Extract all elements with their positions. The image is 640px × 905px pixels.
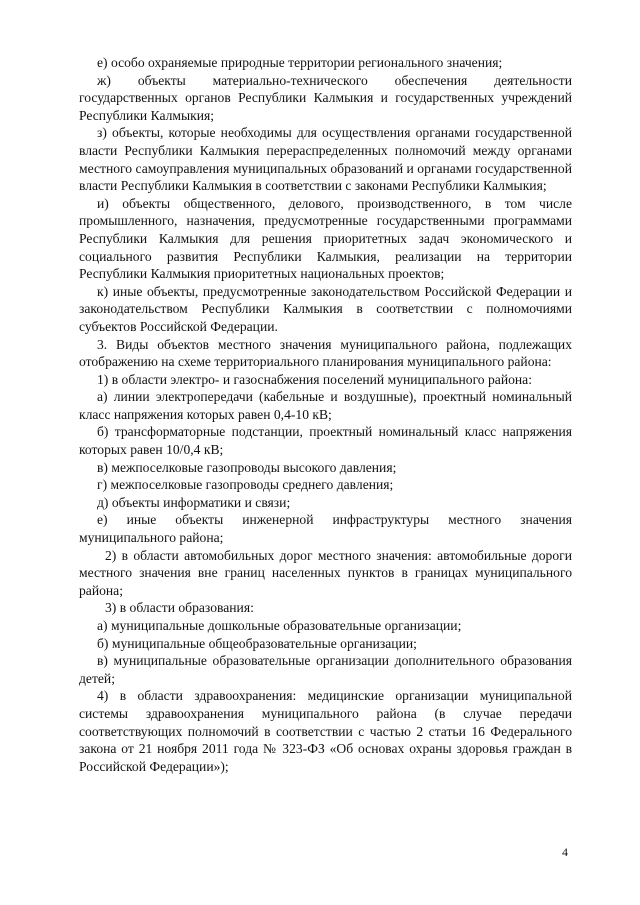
- paragraph-d-informatics: д) объекты информатики и связи;: [97, 494, 291, 510]
- paragraph-3-local-objects: 3. Виды объектов местного значения муниципального района, подлежащих отображению на схеме территориального планирования муниципального района:: [79, 336, 572, 370]
- paragraph-2-roads: 2) в области автомобильных дорог местного значения: автомобильные дороги местного значения вне границ населенных пунктов в границах муниципального района;: [79, 547, 572, 598]
- paragraph-k-other-objects: к) иные объекты, предусмотренные законодательством Российской Федерации и законодательством Республики Калмыкия в соответствии с полномочиями субъектов Российской Федерации.: [79, 283, 572, 334]
- paragraph-b-substations: б) трансформаторные подстанции, проектный номинальный класс напряжения которых равен 10/0,4 кВ;: [79, 424, 572, 458]
- paragraph-1-power-gas: 1) в области электро- и газоснабжения поселений муниципального района:: [97, 371, 532, 387]
- paragraph-v-high-pressure-gas: в) межпоселковые газопроводы высокого давления;: [97, 459, 397, 475]
- document-body: [79, 54, 572, 775]
- paragraph-3-education: 3) в области образования:: [105, 600, 254, 616]
- paragraph-zh-logistics-objects: ж) объекты материально-технического обеспечения деятельности государственных органов Республики Калмыкия и государственных учреждений Республики Калмыкия;: [79, 72, 572, 123]
- paragraph-e-protected-areas: е) особо охраняемые природные территории регионального значения;: [97, 55, 503, 70]
- paragraph-a-preschool: а) муниципальные дошкольные образовательные организации;: [97, 618, 462, 633]
- paragraph-g-medium-pressure-gas: г) межпоселковые газопроводы среднего давления;: [97, 477, 394, 493]
- paragraph-v-additional-education: в) муниципальные образовательные организации дополнительного образования детей;: [79, 653, 572, 686]
- paragraph-e-engineering: е) иные объекты инженерной инфраструктуры местного значения муниципального района;: [79, 512, 572, 546]
- paragraph-a-power-lines: а) линии электропередачи (кабельные и воздушные), проектный номинальный класс напряжения которых равен 0,4-10 кВ;: [79, 389, 572, 422]
- paragraph-z-redistributed-powers: з) объекты, которые необходимы для осуществления органами государственной власти Республики Калмыкия перераспределенных полномочий между органами местного самоуправления муниципальных образований и органами государственной власти Республики Калмыкия в соответствии с законами Республики Калмыкия;: [79, 125, 572, 194]
- page-number: 4: [562, 845, 568, 859]
- paragraph-i-business-objects: и) объекты общественного, делового, производственного, в том числе промышленного, назначения, предусмотренные государственными программами Республики Калмыкия для решения приоритетных задач экономического и социального развития Республики Калмыкия, реализации на территории Республики Калмыкия приоритетных национальных проектов;: [79, 195, 572, 282]
- paragraph-b-general-education: б) муниципальные общеобразовательные организации;: [97, 635, 417, 651]
- paragraph-4-healthcare: 4) в области здравоохранения: медицинские организации муниципальной системы здравоохранения муниципального района (в случае передачи соответствующих полномочий в соответствии с частью 2 статьи 16 Федерального закона от 21 ноября 2011 года № 323-ФЗ «Об основах охраны здоровья граждан в Российской Федерации»);: [79, 688, 572, 774]
